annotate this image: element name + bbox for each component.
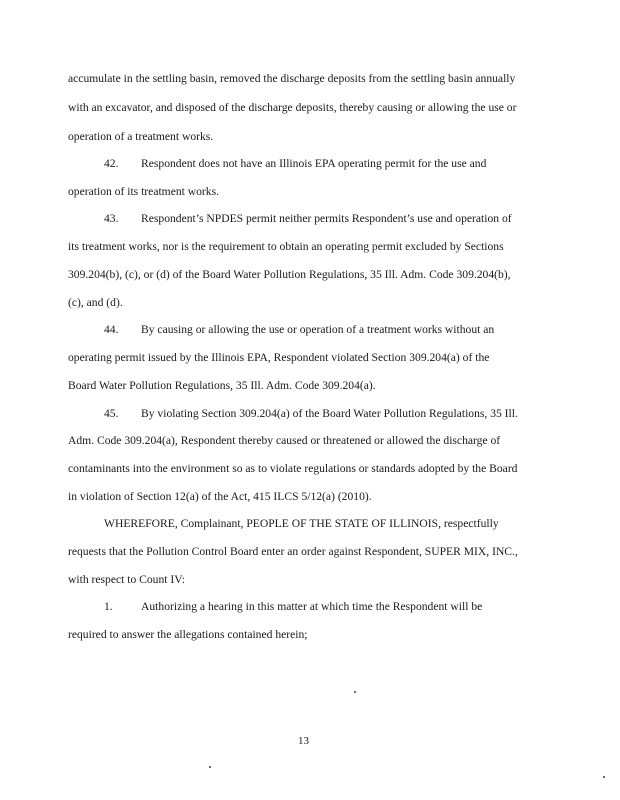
text-line: required to answer the allegations contained herein;: [68, 628, 308, 641]
text-line: requests that the Pollution Control Board enter an order against Respondent, SUPER MIX, INC.,: [68, 545, 518, 558]
text-line: with an excavator, and disposed of the discharge deposits, thereby causing or allowing the use or: [68, 101, 517, 114]
text-line: (c), and (d).: [68, 296, 123, 309]
scan-speck: [209, 766, 211, 768]
page-number: 13: [298, 735, 309, 747]
text-line: its treatment works, nor is the requirement to obtain an operating permit excluded by Sections: [68, 240, 504, 253]
text-line: in violation of Section 12(a) of the Act, 415 ILCS 5/12(a) (2010).: [68, 490, 372, 503]
scan-speck: [354, 691, 356, 693]
paragraph-number: 43.: [104, 212, 119, 225]
text-line: operating permit issued by the Illinois EPA, Respondent violated Section 309.204(a) of the: [68, 351, 490, 364]
text-line: 309.204(b), (c), or (d) of the Board Water Pollution Regulations, 35 Ill. Adm. Code 309.204(b),: [68, 268, 511, 281]
paragraph-number: 45.: [104, 407, 119, 420]
paragraph-number: 42.: [104, 157, 119, 170]
text-line: By violating Section 309.204(a) of the Board Water Pollution Regulations, 35 Ill.: [141, 407, 518, 420]
text-line: By causing or allowing the use or operation of a treatment works without an: [141, 323, 495, 336]
text-line: Board Water Pollution Regulations, 35 Ill. Adm. Code 309.204(a).: [68, 379, 376, 392]
text-line: operation of its treatment works.: [68, 185, 220, 198]
scan-speck: [603, 776, 605, 778]
text-line: with respect to Count IV:: [68, 573, 185, 586]
text-line: operation of a treatment works.: [68, 130, 214, 143]
text-line: Adm. Code 309.204(a), Respondent thereby caused or threatened or allowed the discharge of: [68, 434, 501, 447]
text-line: accumulate in the settling basin, removed the discharge deposits from the settling basin annually: [68, 72, 516, 85]
text-line: Respondent’s NPDES permit neither permits Respondent’s use and operation of: [141, 212, 512, 225]
text-line: Respondent does not have an Illinois EPA operating permit for the use and: [141, 157, 487, 170]
text-line: contaminants into the environment so as to violate regulations or standards adopted by the Board: [68, 462, 518, 475]
text-line: WHEREFORE, Complainant, PEOPLE OF THE STATE OF ILLINOIS, respectfully: [104, 517, 499, 530]
paragraph-number: 1.: [104, 600, 113, 613]
text-line: Authorizing a hearing in this matter at which time the Respondent will be: [141, 600, 483, 613]
paragraph-number: 44.: [104, 323, 119, 336]
